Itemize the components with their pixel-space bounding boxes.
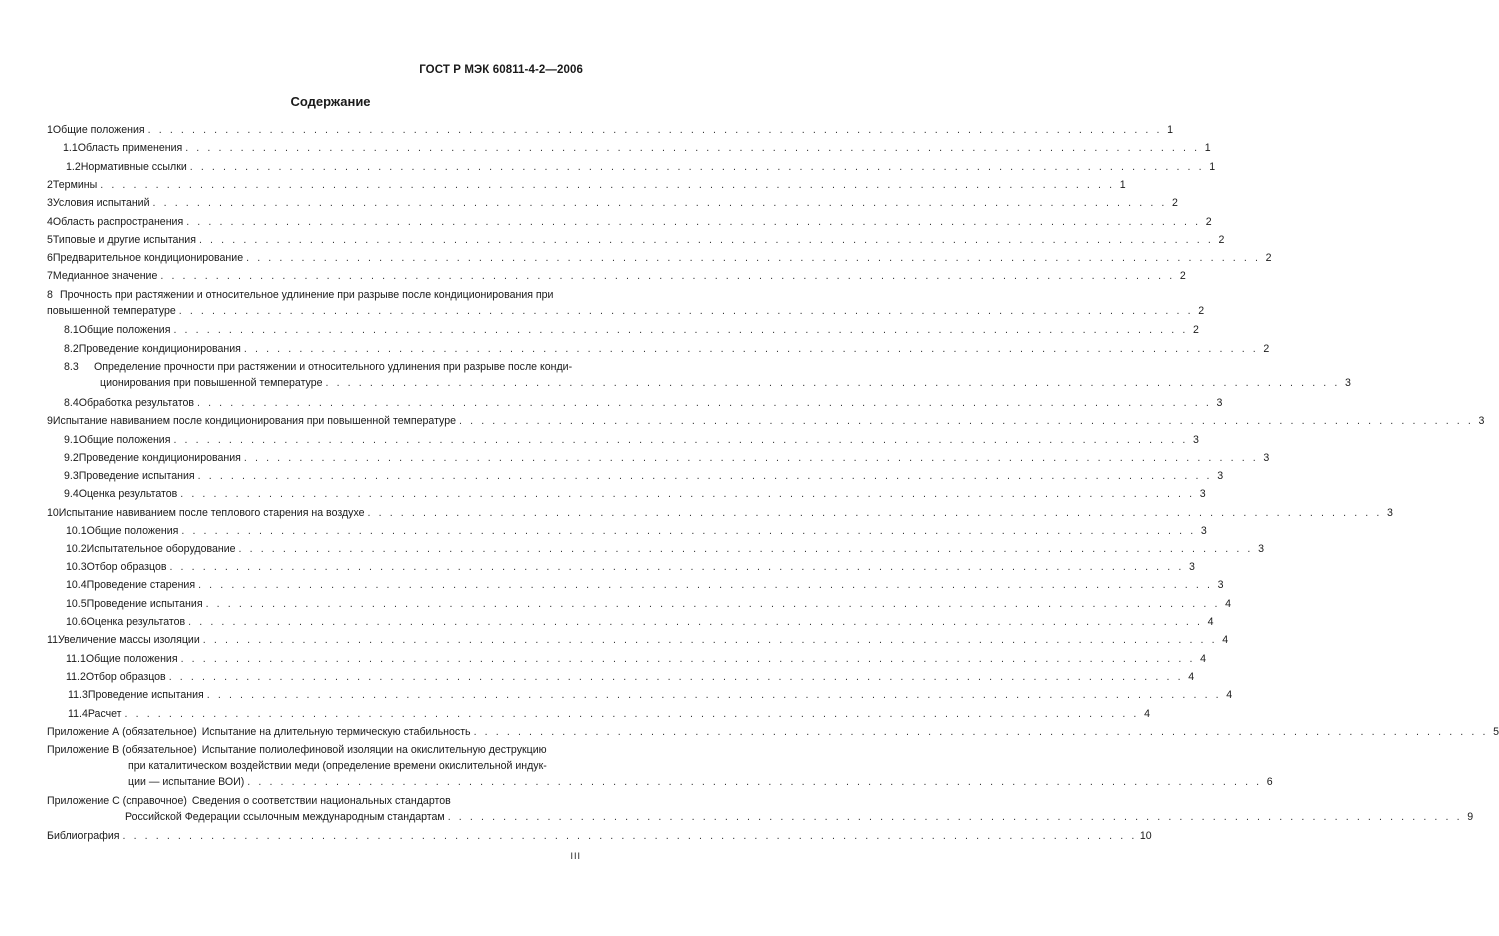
- toc-entry-title: Общие положения: [52, 124, 145, 136]
- toc-entry-title: Термины: [52, 179, 98, 191]
- leader-dots: . . . . . . . . . . . . . . . . . . . . . . . . . . . . . . . . . . . . . . . . . . . . . . . . . . . . . . . . . . . . . . . . . . . . . . . . . . . . . . . . . . . . . . . . . . . .: [180, 488, 1195, 500]
- leader-dots: . . . . . . . . . . . . . . . . . . . . . . . . . . . . . . . . . . . . . . . . . . . . . . . . . . . . . . . . . . . . . . . . . . . . . . . . . . . . . . . . . . . . . . . . . . . .: [168, 671, 1184, 683]
- toc-entry-number: 8.3: [64, 361, 79, 373]
- toc-entry-title: Отбор образцов: [86, 561, 167, 573]
- toc-page-number: 3: [1387, 507, 1393, 519]
- leader-dots: . . . . . . . . . . . . . . . . . . . . . . . . . . . . . . . . . . . . . . . . . . . . . . . . . . . . . . . . . . . . . . . . . . . . . . . . . . . . . . . . . . . . . . . . . . . .: [180, 653, 1195, 665]
- toc-page-number: 3: [1263, 452, 1270, 464]
- appendix-title-continued: при каталитическом воздействии меди (определение времени окислительной индук-: [128, 760, 547, 772]
- toc-entry-title: Общие положения: [78, 324, 171, 336]
- toc-bibliography[interactable]: [47, 830, 1152, 842]
- toc-page-number: 3: [1192, 434, 1199, 446]
- toc-entry-10-4[interactable]: [47, 579, 1224, 591]
- toc-entry-number: 9.3: [64, 470, 79, 482]
- toc-entry-title: Отбор образцов: [85, 671, 166, 683]
- toc-entry-title: Общие положения: [86, 525, 179, 537]
- toc-page-number: 9: [1467, 811, 1474, 823]
- leader-dots: . . . . . . . . . . . . . . . . . . . . . . . . . . . . . . . . . . . . . . . . . . . . . . . . . . . . . . . . . . . . . . . . . . . . . . . . . . . . . . . . . . . . . . . . . . . .: [325, 377, 1340, 389]
- toc-entry-8-2[interactable]: [47, 343, 1270, 355]
- toc-entry-number: 1.1: [63, 142, 78, 154]
- toc-entry-9[interactable]: [47, 415, 1485, 427]
- toc-page-number: 4: [1188, 671, 1195, 683]
- toc-page-number: 1: [1119, 179, 1126, 191]
- toc-appendix-a[interactable]: [47, 726, 1499, 738]
- toc-entry-number: 8.4: [64, 397, 79, 409]
- leader-dots: . . . . . . . . . . . . . . . . . . . . . . . . . . . . . . . . . . . . . . . . . . . . . . . . . . . . . . . . . . . . . . . . . . . . . . . . . . . . . . . . . . . . . . . . . . . .: [202, 634, 1218, 646]
- toc-page-number: 2: [1192, 324, 1199, 336]
- leader-dots: . . . . . . . . . . . . . . . . . . . . . . . . . . . . . . . . . . . . . . . . . . . . . . . . . . . . . . . . . . . . . . . . . . . . . . . . . . . . . . . . . . . . . . . . . . . .: [198, 579, 1213, 591]
- toc-entry-5[interactable]: [47, 234, 1225, 246]
- toc-entry-number: 9.2: [64, 452, 79, 464]
- toc-entry-number: 11: [47, 634, 58, 646]
- toc-entry-number: 9: [47, 415, 53, 427]
- leader-dots: . . . . . . . . . . . . . . . . . . . . . . . . . . . . . . . . . . . . . . . . . . . . . . . . . . . . . . . . . . . . . . . . . . . . . . . . . . . . . . . . . . . . . . . . . . . .: [243, 343, 1259, 355]
- toc-entry-title: Проведение испытания: [87, 689, 204, 701]
- toc-entry-title: Область применения: [77, 142, 183, 154]
- toc-entry-number: 1.2: [66, 161, 81, 173]
- leader-dots: . . . . . . . . . . . . . . . . . . . . . . . . . . . . . . . . . . . . . . . . . . . . . . . . . . . . . . . . . . . . . . . . . . . . . . . . . . . . . . . . . . . . . . . . . . . .: [160, 270, 1175, 282]
- toc-page-number: 4: [1207, 616, 1214, 628]
- toc-entry-10-5[interactable]: [47, 598, 1231, 610]
- toc-entry-title-continued: повышенной температуре: [47, 305, 176, 317]
- leader-dots: . . . . . . . . . . . . . . . . . . . . . . . . . . . . . . . . . . . . . . . . . . . . . . . . . . . . . . . . . . . . . . . . . . . . . . . . . . . . . . . . . . . . . . . . . . . .: [459, 415, 1474, 427]
- toc-entry-number: 5: [47, 234, 53, 246]
- toc-entry-title: Типовые и другие испытания: [52, 234, 196, 246]
- appendix-label: Приложение С (справочное): [47, 795, 187, 807]
- toc-entry-number: 10.4: [66, 579, 87, 591]
- toc-entry-title: Испытательное оборудование: [86, 543, 236, 555]
- leader-dots: . . . . . . . . . . . . . . . . . . . . . . . . . . . . . . . . . . . . . . . . . . . . . . . . . . . . . . . . . . . . . . . . . . . . . . . . . . . . . . . . . . . . . . . . . . . .: [152, 197, 1167, 209]
- toc-page-number: 3: [1478, 415, 1485, 427]
- leader-dots: . . . . . . . . . . . . . . . . . . . . . . . . . . . . . . . . . . . . . . . . . . . . . . . . . . . . . . . . . . . . . . . . . . . . . . . . . . . . . . . . . . . . . . . . . . . .: [447, 811, 1463, 823]
- toc-page-number: 2: [1218, 234, 1225, 246]
- page-number-roman: III: [570, 851, 581, 861]
- toc-entry-title: Нормативные ссылки: [80, 161, 187, 173]
- toc-entry-number: 2: [47, 179, 53, 191]
- toc-page-number: 2: [1179, 270, 1186, 282]
- toc-entry-9-4[interactable]: [47, 488, 1206, 500]
- leader-dots: . . . . . . . . . . . . . . . . . . . . . . . . . . . . . . . . . . . . . . . . . . . . . . . . . . . . . . . . . . . . . . . . . . . . . . . . . . . . . . . . . . . . . . . . . . . .: [247, 776, 1262, 788]
- toc-page-number: 4: [1225, 598, 1231, 610]
- leader-dots: . . . . . . . . . . . . . . . . . . . . . . . . . . . . . . . . . . . . . . . . . . . . . . . . . . . . . . . . . . . . . . . . . . . . . . . . . . . . . . . . . . . . . . . . . . . .: [196, 397, 1212, 409]
- toc-appendix-c[interactable]: [47, 795, 1474, 823]
- toc-entry-number: 11.3: [68, 689, 88, 701]
- toc-entry-title: Прочность при растяжении и относительное удлинение при разрыве после кондиционирования при: [60, 289, 554, 301]
- toc-entry-11-1[interactable]: [47, 653, 1206, 665]
- toc-entry-number: 10.3: [66, 561, 87, 573]
- toc-entry-number: 9.1: [64, 434, 79, 446]
- toc-entry-title: Испытание навиванием после теплового старения на воздухе: [58, 507, 365, 519]
- toc-page-number: 4: [1226, 689, 1233, 701]
- toc-page-number: 4: [1222, 634, 1229, 646]
- toc-page-number: 2: [1205, 216, 1212, 228]
- toc-page-number: 2: [1198, 305, 1205, 317]
- toc-entry-title: Общие положения: [85, 653, 178, 665]
- leader-dots: . . . . . . . . . . . . . . . . . . . . . . . . . . . . . . . . . . . . . . . . . . . . . . . . . . . . . . . . . . . . . . . . . . . . . . . . . . . . . . . . . . . . . . . . . . . .: [188, 616, 1203, 628]
- toc-page-number: 3: [1199, 488, 1206, 500]
- toc-entry-9-2[interactable]: [47, 452, 1270, 464]
- toc-entry-title: Проведение испытания: [78, 470, 195, 482]
- toc-entry-title: Проведение испытания: [86, 598, 203, 610]
- toc-page-number: 2: [1265, 252, 1272, 264]
- toc-entry-title: Оценка результатов: [78, 488, 178, 500]
- toc-entry-title: Условия испытаний: [52, 197, 150, 209]
- toc-entry-8-1[interactable]: [47, 324, 1199, 336]
- toc-page-number: 1: [1204, 142, 1211, 154]
- toc-entry-2[interactable]: [47, 179, 1126, 191]
- toc-page-number: 4: [1200, 653, 1206, 665]
- toc-page-number: 2: [1263, 343, 1270, 355]
- document-code: ГОСТ Р МЭК 60811-4-2—2006: [419, 64, 583, 76]
- toc-entry-8[interactable]: [47, 289, 1205, 317]
- toc-entry-number: 8: [47, 289, 53, 301]
- toc-entry-number: 11.4: [68, 708, 88, 720]
- appendix-title-continued: ции — испытание ВОИ): [128, 776, 245, 788]
- leader-dots: . . . . . . . . . . . . . . . . . . . . . . . . . . . . . . . . . . . . . . . . . . . . . . . . . . . . . . . . . . . . . . . . . . . . . . . . . . . . . . . . . . . . . . . . . . . .: [124, 708, 1139, 720]
- leader-dots: . . . . . . . . . . . . . . . . . . . . . . . . . . . . . . . . . . . . . . . . . . . . . . . . . . . . . . . . . . . . . . . . . . . . . . . . . . . . . . . . . . . . . . . . . . . .: [206, 689, 1222, 701]
- toc-entry-11-3[interactable]: [47, 689, 1233, 701]
- toc-entry-number: 11.2: [66, 671, 86, 683]
- leader-dots: . . . . . . . . . . . . . . . . . . . . . . . . . . . . . . . . . . . . . . . . . . . . . . . . . . . . . . . . . . . . . . . . . . . . . . . . . . . . . . . . . . . . . . . . . . . .: [185, 142, 1200, 154]
- toc-entry-title: Библиография: [47, 830, 120, 842]
- toc-entry-11-2[interactable]: [47, 671, 1195, 683]
- appendix-label: Приложение В (обязательное): [47, 744, 197, 756]
- toc-page-number: 6: [1266, 776, 1273, 788]
- toc-entry-10[interactable]: [47, 507, 1393, 519]
- toc-entry-11[interactable]: [47, 634, 1229, 646]
- toc-page-number: 3: [1200, 525, 1207, 537]
- toc-entry-title: Расчет: [87, 708, 122, 720]
- toc-entry-number: 10.1: [66, 525, 87, 537]
- toc-entry-title: Проведение кондиционирования: [78, 452, 241, 464]
- toc-entry-number: 9.4: [64, 488, 79, 500]
- toc-entry-number: 8.2: [64, 343, 79, 355]
- toc-entry-11-4[interactable]: [47, 708, 1150, 720]
- toc-page-number: 1: [1167, 124, 1174, 136]
- toc-entry-title-continued: ционирования при повышенной температуре: [100, 377, 323, 389]
- toc-entry-number: 6: [47, 252, 53, 264]
- toc-entry-number: 8.1: [64, 324, 79, 336]
- appendix-title: Сведения о соответствии национальных стандартов: [191, 795, 451, 807]
- toc-entry-title: Область распространения: [52, 216, 184, 228]
- toc-entry-number: 3: [47, 197, 53, 209]
- leader-dots: . . . . . . . . . . . . . . . . . . . . . . . . . . . . . . . . . . . . . . . . . . . . . . . . . . . . . . . . . . . . . . . . . . . . . . . . . . . . . . . . . . . . . . . . . . . .: [189, 161, 1205, 173]
- toc-entry-title: Предварительное кондиционирование: [52, 252, 244, 264]
- toc-entry-title: Оценка результатов: [86, 616, 186, 628]
- toc-entry-title: Увеличение массы изоляции: [58, 634, 200, 646]
- leader-dots: . . . . . . . . . . . . . . . . . . . . . . . . . . . . . . . . . . . . . . . . . . . . . . . . . . . . . . . . . . . . . . . . . . . . . . . . . . . . . . . . . . . . . . . . . . . .: [169, 561, 1184, 573]
- toc-entry-number: 4: [47, 216, 53, 228]
- leader-dots: . . . . . . . . . . . . . . . . . . . . . . . . . . . . . . . . . . . . . . . . . . . . . . . . . . . . . . . . . . . . . . . . . . . . . . . . . . . . . . . . . . . . . . . . . . . .: [246, 252, 1261, 264]
- toc-entry-10-6[interactable]: [47, 616, 1214, 628]
- toc-entry-title: Проведение старения: [86, 579, 196, 591]
- toc-entry-number: 10.5: [66, 598, 87, 610]
- toc-entry-8-4[interactable]: [47, 397, 1223, 409]
- toc-entry-7[interactable]: [47, 270, 1186, 282]
- appendix-title: Испытание полиолефиновой изоляции на окислительную деструкцию: [201, 744, 547, 756]
- toc-entry-number: 7: [47, 270, 53, 282]
- toc-page-number: 3: [1216, 397, 1223, 409]
- toc-entry-9-1[interactable]: [47, 434, 1199, 446]
- appendix-label: Приложение А (обязательное): [47, 726, 197, 738]
- leader-dots: . . . . . . . . . . . . . . . . . . . . . . . . . . . . . . . . . . . . . . . . . . . . . . . . . . . . . . . . . . . . . . . . . . . . . . . . . . . . . . . . . . . . . . . . . . . .: [473, 726, 1489, 738]
- appendix-title-continued: Российской Федерации ссылочным международным стандартам: [125, 811, 445, 823]
- toc-entry-title: Испытание навиванием после кондиционирования при повышенной температуре: [52, 415, 457, 427]
- toc-entry-number: 11.1: [66, 653, 86, 665]
- toc-entry-title: Проведение кондиционирования: [78, 343, 241, 355]
- leader-dots: . . . . . . . . . . . . . . . . . . . . . . . . . . . . . . . . . . . . . . . . . . . . . . . . . . . . . . . . . . . . . . . . . . . . . . . . . . . . . . . . . . . . . . . . . . . .: [186, 216, 1201, 228]
- leader-dots: . . . . . . . . . . . . . . . . . . . . . . . . . . . . . . . . . . . . . . . . . . . . . . . . . . . . . . . . . . . . . . . . . . . . . . . . . . . . . . . . . . . . . . . . . . . .: [178, 305, 1194, 317]
- toc-entry-title: Медианное значение: [52, 270, 158, 282]
- toc-entry-3[interactable]: [47, 197, 1178, 209]
- toc-entry-9-3[interactable]: [47, 470, 1224, 482]
- toc-page-number: 3: [1258, 543, 1264, 555]
- toc-entry-title: Обработка результатов: [78, 397, 194, 409]
- leader-dots: . . . . . . . . . . . . . . . . . . . . . . . . . . . . . . . . . . . . . . . . . . . . . . . . . . . . . . . . . . . . . . . . . . . . . . . . . . . . . . . . . . . . . . . . . . . .: [198, 234, 1214, 246]
- toc-entry-number: 10.2: [66, 543, 87, 555]
- toc-entry-10-3[interactable]: [47, 561, 1195, 573]
- toc-appendix-b[interactable]: [47, 744, 1273, 788]
- toc-page-number: 4: [1144, 708, 1150, 720]
- toc-entry-title: Общие положения: [78, 434, 171, 446]
- toc-title: Содержание: [290, 94, 371, 109]
- toc-page-number: 3: [1188, 561, 1195, 573]
- toc-entry-10-2[interactable]: [47, 543, 1264, 555]
- toc-page-number: 5: [1493, 726, 1499, 738]
- leader-dots: . . . . . . . . . . . . . . . . . . . . . . . . . . . . . . . . . . . . . . . . . . . . . . . . . . . . . . . . . . . . . . . . . . . . . . . . . . . . . . . . . . . . . . . . . . . .: [122, 830, 1137, 842]
- toc-page-number: 3: [1345, 377, 1351, 389]
- toc-entry-1-1[interactable]: [47, 142, 1211, 154]
- appendix-title: Испытание на длительную термическую стабильность: [201, 726, 471, 738]
- toc-page-number: 1: [1209, 161, 1216, 173]
- toc-entry-4[interactable]: [47, 216, 1212, 228]
- leader-dots: . . . . . . . . . . . . . . . . . . . . . . . . . . . . . . . . . . . . . . . . . . . . . . . . . . . . . . . . . . . . . . . . . . . . . . . . . . . . . . . . . . . . . . . . . . . .: [238, 543, 1253, 555]
- toc-page-number: 10: [1139, 830, 1152, 842]
- leader-dots: . . . . . . . . . . . . . . . . . . . . . . . . . . . . . . . . . . . . . . . . . . . . . . . . . . . . . . . . . . . . . . . . . . . . . . . . . . . . . . . . . . . . . . . . . . . .: [181, 525, 1196, 537]
- leader-dots: . . . . . . . . . . . . . . . . . . . . . . . . . . . . . . . . . . . . . . . . . . . . . . . . . . . . . . . . . . . . . . . . . . . . . . . . . . . . . . . . . . . . . . . . . . . .: [100, 179, 1115, 191]
- toc-entry-number: 10: [47, 507, 59, 519]
- toc-page-number: 3: [1217, 470, 1224, 482]
- toc-entry-1[interactable]: [47, 124, 1174, 136]
- toc-entry-title: Определение прочности при растяжении и относительного удлинения при разрыве после конди-: [94, 361, 573, 373]
- toc-entry-8-3[interactable]: [47, 361, 1351, 389]
- toc-entry-6[interactable]: [47, 252, 1272, 264]
- leader-dots: . . . . . . . . . . . . . . . . . . . . . . . . . . . . . . . . . . . . . . . . . . . . . . . . . . . . . . . . . . . . . . . . . . . . . . . . . . . . . . . . . . . . . . . . . . . .: [147, 124, 1163, 136]
- toc-entry-number: 1: [47, 124, 53, 136]
- leader-dots: . . . . . . . . . . . . . . . . . . . . . . . . . . . . . . . . . . . . . . . . . . . . . . . . . . . . . . . . . . . . . . . . . . . . . . . . . . . . . . . . . . . . . . . . . . . .: [173, 434, 1188, 446]
- toc-page-number: 2: [1172, 197, 1178, 209]
- toc-entry-10-1[interactable]: [47, 525, 1207, 537]
- leader-dots: . . . . . . . . . . . . . . . . . . . . . . . . . . . . . . . . . . . . . . . . . . . . . . . . . . . . . . . . . . . . . . . . . . . . . . . . . . . . . . . . . . . . . . . . . . . .: [205, 598, 1220, 610]
- toc-entry-number: 10.6: [66, 616, 87, 628]
- leader-dots: . . . . . . . . . . . . . . . . . . . . . . . . . . . . . . . . . . . . . . . . . . . . . . . . . . . . . . . . . . . . . . . . . . . . . . . . . . . . . . . . . . . . . . . . . . . .: [367, 507, 1382, 519]
- leader-dots: . . . . . . . . . . . . . . . . . . . . . . . . . . . . . . . . . . . . . . . . . . . . . . . . . . . . . . . . . . . . . . . . . . . . . . . . . . . . . . . . . . . . . . . . . . . .: [243, 452, 1259, 464]
- toc-page-number: 3: [1217, 579, 1224, 591]
- leader-dots: . . . . . . . . . . . . . . . . . . . . . . . . . . . . . . . . . . . . . . . . . . . . . . . . . . . . . . . . . . . . . . . . . . . . . . . . . . . . . . . . . . . . . . . . . . . .: [197, 470, 1213, 482]
- toc-entry-1-2[interactable]: [47, 161, 1216, 173]
- leader-dots: . . . . . . . . . . . . . . . . . . . . . . . . . . . . . . . . . . . . . . . . . . . . . . . . . . . . . . . . . . . . . . . . . . . . . . . . . . . . . . . . . . . . . . . . . . . .: [173, 324, 1188, 336]
